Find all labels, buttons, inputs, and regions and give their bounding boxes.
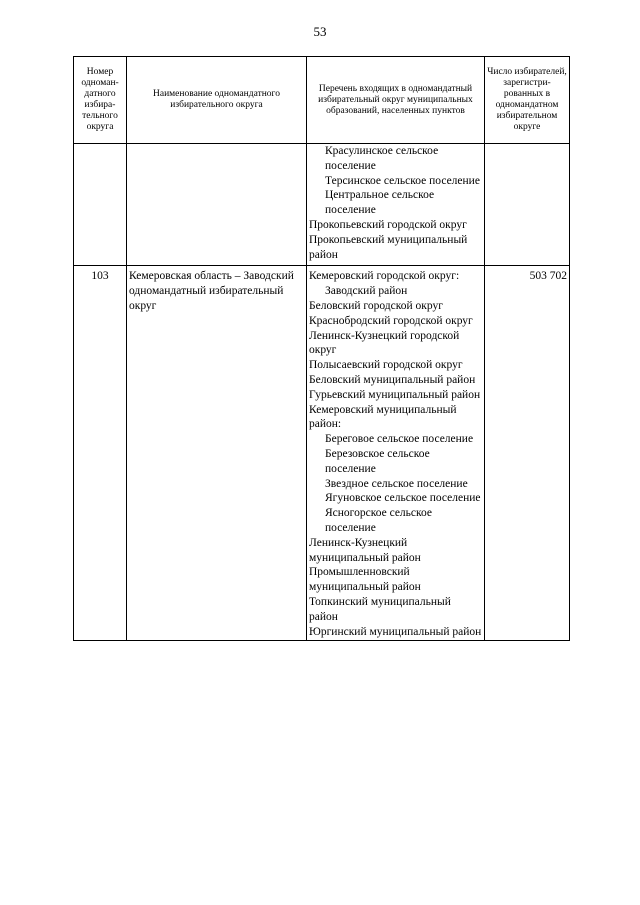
cell-list: [307, 266, 485, 641]
list-item: Терсинское сельское поселение: [325, 174, 480, 187]
list-item: Ясногорское сельское поселение: [325, 507, 433, 534]
cell-name: Кемеровская область – Заводский одномандатный избирательный округ: [127, 266, 307, 641]
list-item: Красулинское сельское поселение: [325, 145, 439, 172]
header-list: Перечень входящих в одномандатный избирательный округ муниципальных образований, населенных пунктов: [307, 57, 485, 144]
table-header: [74, 57, 570, 144]
table-row-continued: [74, 144, 570, 266]
list-item: Звездное сельское поселение: [325, 477, 468, 490]
list-item: Беловский городской округ: [309, 299, 443, 312]
cell-number: [74, 144, 127, 266]
list-item: Топкинский муниципальный район: [309, 595, 451, 623]
list-item: Ленинск-Кузнецкий городской округ: [309, 329, 460, 357]
list-item: Ягуновское сельское поселение: [325, 492, 481, 505]
list-item: Беловский муниципальный район: [309, 373, 476, 386]
list-item: Кемеровский муниципальный район:: [309, 403, 457, 431]
header-number: Номер одноман-датного избира-тельного округа: [74, 57, 127, 144]
cell-list: [307, 144, 485, 266]
page-number: 53: [313, 24, 327, 39]
list-item: Березовское сельское поселение: [325, 447, 430, 475]
list-item: Береговое сельское поселение: [325, 433, 474, 446]
list-item: Юргинский муниципальный район: [309, 625, 482, 638]
cell-count: 503 702: [485, 266, 570, 641]
list-item: Промышленновский муниципальный район: [309, 566, 421, 594]
list-item: Краснобродский городской округ: [309, 314, 473, 327]
list-item: Заводский район: [325, 285, 408, 298]
districts-table: [73, 56, 570, 641]
list-item: Прокопьевский муниципальный район: [309, 233, 468, 261]
list-item: Гурьевский муниципальный район: [309, 388, 481, 401]
list-item: Полысаевский городской округ: [309, 359, 463, 372]
table-row-103: [74, 266, 570, 641]
cell-name: [127, 144, 307, 266]
list-item: Кемеровский городской округ:: [309, 270, 460, 283]
cell-number: 103: [74, 266, 127, 641]
header-row: [74, 57, 570, 144]
cell-count: [485, 144, 570, 266]
header-name: Наименование одномандатного избирательного округа: [127, 57, 307, 144]
list-item: Ленинск-Кузнецкий муниципальный район: [309, 536, 421, 564]
list-item: Центральное сельское поселение: [325, 189, 435, 217]
header-count: Число избирателей, зарегистри-рованных в одномандатном избирательном округе: [485, 57, 570, 144]
list-item: Прокопьевский городской округ: [309, 218, 467, 231]
